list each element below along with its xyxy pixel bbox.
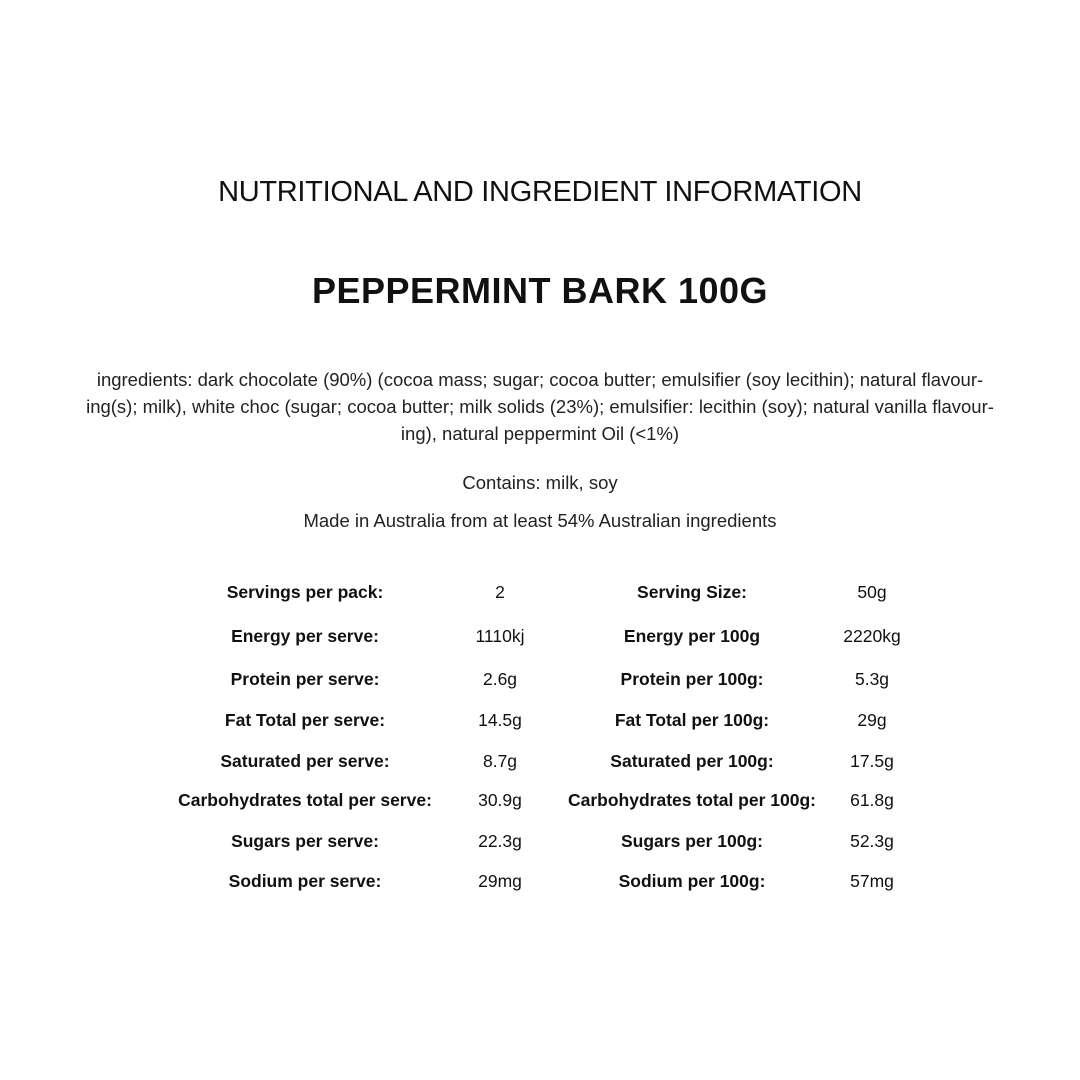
row-value-per-serve: 1110kj bbox=[475, 626, 525, 646]
table-row bbox=[0, 751, 1080, 775]
row-label-per-serve: Energy per serve: bbox=[231, 626, 379, 646]
row-value-per-100g: 2220kg bbox=[843, 626, 901, 646]
row-label-per-serve: Sodium per serve: bbox=[228, 871, 382, 891]
row-label-per-100g: Sodium per 100g: bbox=[618, 871, 766, 891]
row-label-per-serve: Protein per serve: bbox=[230, 669, 380, 689]
row-label-per-100g: Energy per 100g bbox=[623, 626, 761, 646]
table-row bbox=[0, 669, 1080, 693]
row-label-per-serve: Sugars per serve: bbox=[231, 831, 379, 851]
row-label-per-serve: Servings per pack: bbox=[226, 582, 384, 602]
row-value-per-100g: 29g bbox=[857, 710, 887, 730]
table-row bbox=[0, 626, 1080, 650]
row-label-per-100g: Fat Total per 100g: bbox=[614, 710, 770, 730]
row-label-per-serve: Fat Total per serve: bbox=[224, 710, 386, 730]
table-row bbox=[0, 871, 1080, 895]
row-value-per-serve: 14.5g bbox=[478, 710, 522, 730]
row-label-per-100g: Saturated per 100g: bbox=[610, 751, 774, 771]
row-value-per-100g: 17.5g bbox=[850, 751, 894, 771]
row-value-per-serve: 29mg bbox=[478, 871, 522, 891]
country-of-origin-statement: Made in Australia from at least 54% Australian ingredients bbox=[303, 510, 777, 531]
row-value-per-serve: 2 bbox=[495, 582, 505, 602]
row-label-per-100g: Carbohydrates total per 100g: bbox=[568, 790, 816, 810]
ingredients-text bbox=[36, 366, 1044, 447]
row-label-per-100g: Serving Size: bbox=[637, 582, 747, 602]
row-label-per-serve: Carbohydrates total per serve: bbox=[178, 790, 432, 810]
table-row bbox=[0, 790, 1080, 814]
row-value-per-100g: 5.3g bbox=[854, 669, 890, 689]
row-value-per-serve: 30.9g bbox=[478, 790, 522, 810]
row-value-per-serve: 22.3g bbox=[478, 831, 522, 851]
table-row bbox=[0, 831, 1080, 855]
row-label-per-100g: Sugars per 100g: bbox=[621, 831, 763, 851]
row-value-per-100g: 50g bbox=[857, 582, 887, 602]
ingredients-line: ing(s); milk), white choc (sugar; cocoa butter; milk solids (23%); emulsifier: lecithin (soy); natural vanilla flavour- bbox=[86, 396, 994, 417]
ingredients-line: ing), natural peppermint Oil (<1%) bbox=[400, 423, 680, 444]
row-label-per-serve: Saturated per serve: bbox=[220, 751, 390, 771]
row-value-per-serve: 2.6g bbox=[482, 669, 518, 689]
row-value-per-100g: 52.3g bbox=[850, 831, 894, 851]
row-label-per-100g: Protein per 100g: bbox=[620, 669, 764, 689]
page-title: NUTRITIONAL AND INGREDIENT INFORMATION bbox=[218, 176, 862, 208]
product-title: PEPPERMINT BARK 100G bbox=[311, 270, 769, 311]
row-value-per-100g: 61.8g bbox=[850, 790, 894, 810]
row-value-per-serve: 8.7g bbox=[482, 751, 518, 771]
table-row bbox=[0, 582, 1080, 606]
allergen-statement: Contains: milk, soy bbox=[462, 472, 618, 493]
row-value-per-100g: 57mg bbox=[850, 871, 894, 891]
ingredients-line: ingredients: dark chocolate (90%) (cocoa mass; sugar; cocoa butter; emulsifier (soy lecithin); natural flavour- bbox=[96, 369, 984, 390]
table-row bbox=[0, 710, 1080, 734]
